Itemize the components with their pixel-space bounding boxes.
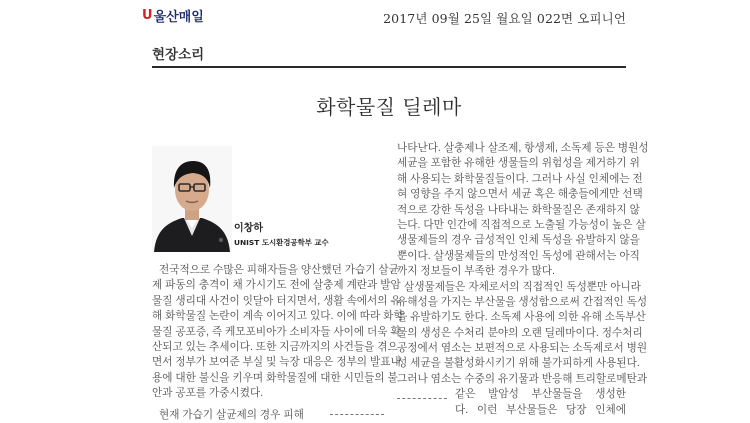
- body-line: 을 유발하기도 한다. 소독제 사용에 의한 유해 소독부산: [397, 311, 646, 324]
- body-line: 면서 정부가 보여준 부실 및 늑장 대응은 정부의 발표내: [152, 356, 401, 369]
- body-line: 안과 공포를 가중시켰다.: [152, 387, 264, 400]
- article-headline: 화학물질 딜레마: [316, 95, 462, 119]
- body-line: 현재 가습기 살균제의 경우 피해: [159, 409, 304, 421]
- body-line: 까지 정보들이 부족한 경우가 많다.: [397, 265, 555, 278]
- author-name: 이창하: [234, 223, 263, 234]
- body-line: 제 파동의 충격이 채 가시기도 전에 살충제 계란과 발암: [152, 279, 401, 292]
- body-line: 적으로 강한 독성을 나타내는 화학물질은 존재하지 않: [397, 203, 640, 216]
- author-photo: [152, 146, 232, 252]
- byline: [234, 222, 329, 249]
- body-line: 다. 이런 부산물들은 당장 인체에: [455, 403, 626, 416]
- body-line: 뿐이다. 살생물제들의 만성적인 독성에 관해서는 아직: [397, 249, 640, 262]
- publication-info: 2017년 09월 25일 월요일 022면 오피니언: [383, 11, 626, 26]
- right-column-text: [397, 141, 649, 418]
- newspaper-logo: [142, 6, 204, 24]
- body-line: 물질 생리대 사건이 잇달아 터지면서, 생활 속에서의 유: [152, 294, 401, 307]
- body-line: 세균을 포함한 유해한 생물들의 위험성을 제거하기 위: [397, 157, 640, 170]
- author-portrait-image: [152, 146, 232, 252]
- body-line: 유해성을 가지는 부산물을 생성함으로써 간접적인 독성: [397, 295, 648, 308]
- body-line: 혀 영향을 주지 않으면서 세균 혹은 해충들에게만 선택: [397, 188, 643, 201]
- body-line: 같은 발암성 부산물들을 생성한: [455, 388, 626, 401]
- body-line: 는다. 다만 인간에 직접적으로 노출될 가능성이 높은 살: [397, 218, 646, 231]
- author-affiliation: UNIST 도시환경공학부 교수: [234, 238, 329, 247]
- body-line: 물의 생성은 수처리 분야의 오랜 딜레마이다. 정수처리: [397, 326, 643, 339]
- body-line: 나타난다. 살충제나 살조제, 항생제, 소독제 등은 병원성: [397, 142, 649, 154]
- logo-mark: U: [142, 7, 153, 23]
- body-line: 해 화학물질 논란이 계속 이어지고 있다. 이에 따라 화학: [152, 310, 404, 323]
- body-line: 용에 대한 불신을 키우며 화학물질에 대한 시민들의 불: [152, 371, 398, 384]
- body-line: 살생물제들은 자체로서의 직접적인 독성뿐만 아니라: [404, 280, 641, 293]
- body-line: 해 사용되는 화학물질들이다. 그러나 사실 인체에는 전: [397, 172, 643, 185]
- body-line: 생물제들의 경우 급성적인 인체 독성을 유발하지 않을: [397, 234, 640, 247]
- body-line: 성 세균을 불활성화시키기 위해 불가피하게 사용된다.: [397, 357, 640, 370]
- section-title: 현장소리: [152, 47, 205, 63]
- section-rule: [152, 66, 626, 68]
- body-line: 물질 공포증, 즉 케모포비아가 소비자들 사이에 더욱 확: [152, 325, 401, 338]
- pullquote-rule: [397, 398, 447, 400]
- body-line: 그러나 염소는 수중의 유기물과 반응해 트리할로메탄과: [397, 372, 648, 385]
- body-line: 전국적으로 수많은 피해자들을 양산했던 가습기 살균: [159, 264, 399, 276]
- body-line: 공정에서 염소는 보편적으로 사용되는 소독제로서 병원: [397, 342, 648, 355]
- logo-text: 울산매일: [153, 9, 204, 25]
- body-line: 산되고 있는 추세이다. 또한 지금까지의 사건들을 겪으: [152, 340, 398, 353]
- left-column-text: [152, 263, 404, 402]
- pullquote-rule: [330, 414, 384, 416]
